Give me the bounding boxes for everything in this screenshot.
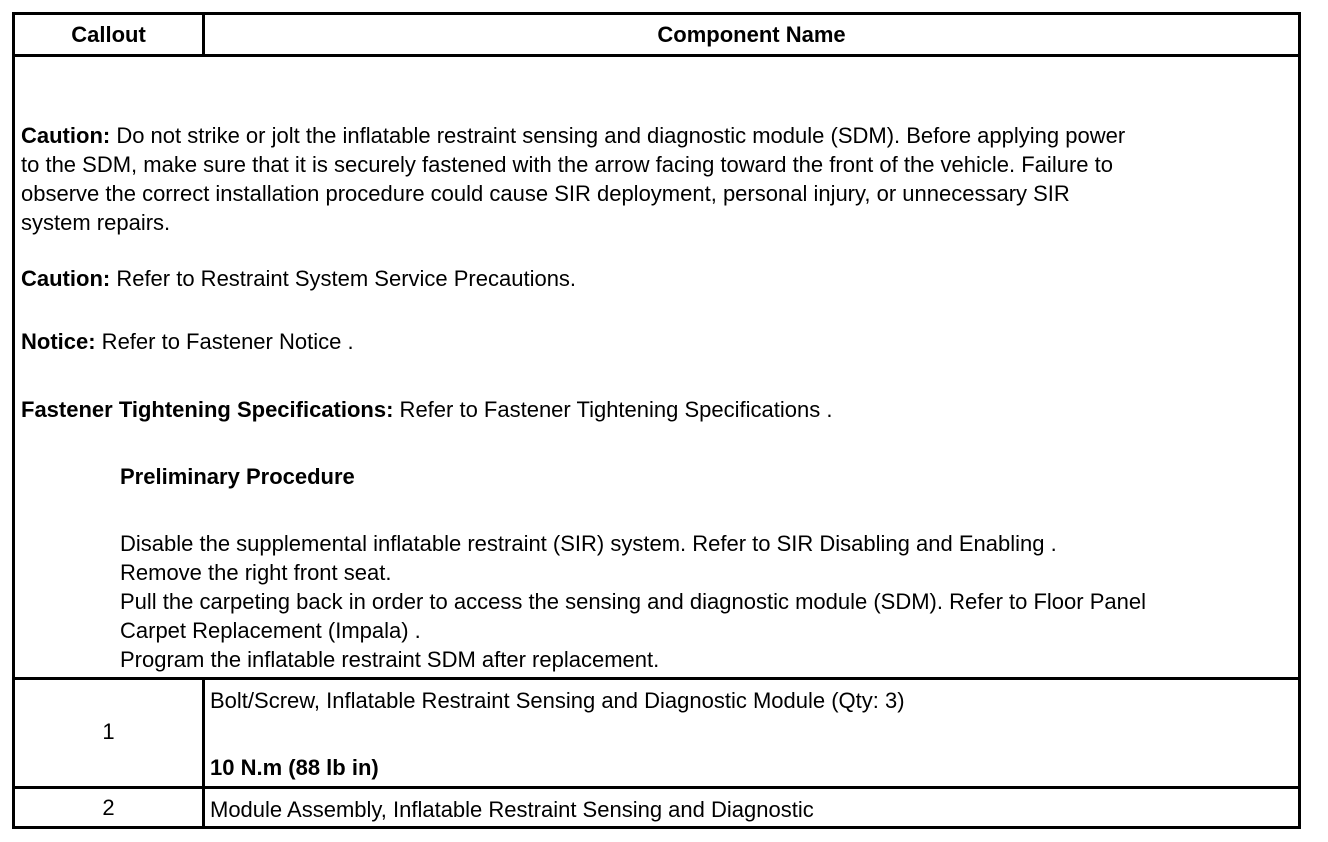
caution-note-1-line3: observe the correct installation procedure could cause SIR deployment, personal injury, or unnecessary SIR	[21, 181, 1070, 206]
preliminary-steps	[120, 529, 1146, 674]
row2-callout: 2	[102, 795, 115, 820]
caution-note-1-line1: Caution: Do not strike or jolt the inflatable restraint sensing and diagnostic module (SDM). Before applying power	[21, 123, 1126, 148]
component-table	[12, 12, 1301, 829]
preliminary-step-3-line1: Pull the carpeting back in order to access the sensing and diagnostic module (SDM). Refer to Floor Panel	[120, 589, 1146, 614]
row1-torque-spec: 10 N.m (88 lb in)	[210, 755, 379, 780]
caution-note-1	[21, 121, 1125, 237]
header-callout: Callout	[71, 22, 146, 47]
notice-label: Notice:	[21, 329, 96, 354]
preliminary-step-4: Program the inflatable restraint SDM after replacement.	[120, 647, 660, 672]
row2-divider	[202, 786, 205, 826]
row1-component-name: Bolt/Screw, Inflatable Restraint Sensing and Diagnostic Module (Qty: 3)	[210, 688, 905, 713]
fastener-spec-label: Fastener Tightening Specifications:	[21, 397, 394, 422]
preliminary-step-2: Remove the right front seat.	[120, 560, 392, 585]
row1-divider	[202, 677, 205, 789]
notes-bottom-rule	[15, 677, 1298, 680]
notice-note: Notice: Refer to Fastener Notice .	[21, 329, 354, 354]
header-component-name: Component Name	[657, 22, 846, 47]
caution-note-2: Caution: Refer to Restraint System Service Precautions.	[21, 266, 577, 291]
preliminary-step-3-line2: Carpet Replacement (Impala) .	[120, 618, 421, 643]
preliminary-step-1: Disable the supplemental inflatable restraint (SIR) system. Refer to SIR Disabling and Enabling .	[120, 531, 1057, 556]
caution-label: Caution:	[21, 123, 111, 148]
fastener-spec-note: Fastener Tightening Specifications: Refer to Fastener Tightening Specifications .	[21, 397, 833, 422]
caution-label: Caution:	[21, 266, 111, 291]
header-bottom-rule	[15, 54, 1298, 57]
header-divider	[202, 15, 205, 55]
row1-callout: 1	[102, 719, 115, 744]
caution-note-1-line2: to the SDM, make sure that it is securely fastened with the arrow facing toward the front of the vehicle. Failure to	[21, 152, 1113, 177]
row1-bottom-rule	[15, 786, 1298, 789]
preliminary-procedure-title: Preliminary Procedure	[120, 464, 355, 489]
caution-note-1-line4: system repairs.	[21, 210, 171, 235]
row2-component-name: Module Assembly, Inflatable Restraint Sensing and Diagnostic	[210, 797, 814, 822]
